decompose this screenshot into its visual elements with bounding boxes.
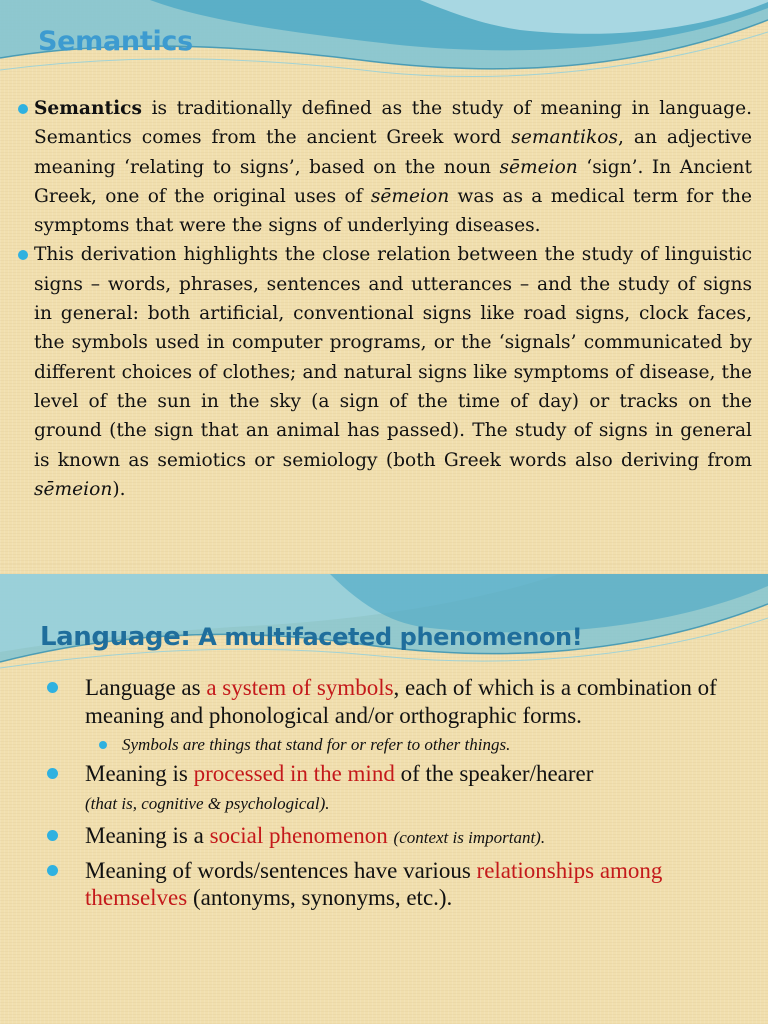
text: ). [112,478,126,500]
text: This derivation highlights the close relation between the study of linguistic signs – words, phrases, sentences and utterances – and the study of signs in general: both artificial, conventional signs like road signs, clock faces, the symbols used in computer programs, or the ‘signals’ communicated by different choices of clothes; and natural signs like symptoms of disease, the level of the sun in the sky (a sign of the time of day) or tracks on the ground (the sign that an animal has passed). The study of signs in general is known as semiotics or semiology (both Greek words also deriving from [34,244,752,471]
bullet-processed-in-mind [85,760,725,817]
bullet-relationships [85,857,725,912]
text: of the speaker/hearer [394,761,594,786]
text: Meaning is a [85,823,210,848]
text: (antonyms, synonyms, etc.). [187,885,453,910]
text: ‘sign’. In Ancient Greek, one of the original uses of [34,156,752,207]
text: Meaning of words/sentences have various [85,857,477,883]
term-semantics: Semantics [34,98,142,119]
text: , each of which is a combination of meaning and phonological and/or orthographic forms. [85,675,717,728]
text: was as a medical term for the symptoms that were the signs of underlying diseases. [34,185,752,237]
text: Meaning is [85,761,194,786]
highlight-text: a system of symbols [206,675,394,700]
bullet-derivation [34,240,752,504]
bullet-semantics-definition [34,94,752,240]
bullet-social-phenomenon [85,822,725,852]
page-title: Semantics [38,26,193,57]
bullet-list [34,94,752,504]
note-text: (context is important). [393,828,546,847]
word-semeion: sēmeion [34,478,113,500]
highlight-text: relationships among themselves [85,857,663,910]
bullet-list [85,674,725,912]
title-language: Language: [40,622,191,652]
text: , an adjective meaning ‘relating to signs’, based on the noun [34,127,752,178]
highlight-text: social phenomenon [209,823,388,848]
text: is traditionally defined as the study of meaning in language. Semantics comes from the ancient Greek word [34,98,752,149]
bullet-system-of-symbols [85,674,725,757]
slide-language [0,564,768,1024]
title-subtitle: A multifaceted phenomenon! [190,623,583,651]
sub-bullet: Symbols are things that stand for or refer to other things. [122,733,725,757]
slide-title [40,622,582,652]
highlight-text: processed in the mind [193,761,395,786]
word-semeion: sēmeion [499,156,578,178]
word-semantikos: semantikos [511,127,618,149]
text: Language as [85,675,207,700]
wave-banner [0,564,768,674]
word-semeion: sēmeion [370,185,450,207]
note-text: (that is, cognitive & psychological). [85,793,330,813]
